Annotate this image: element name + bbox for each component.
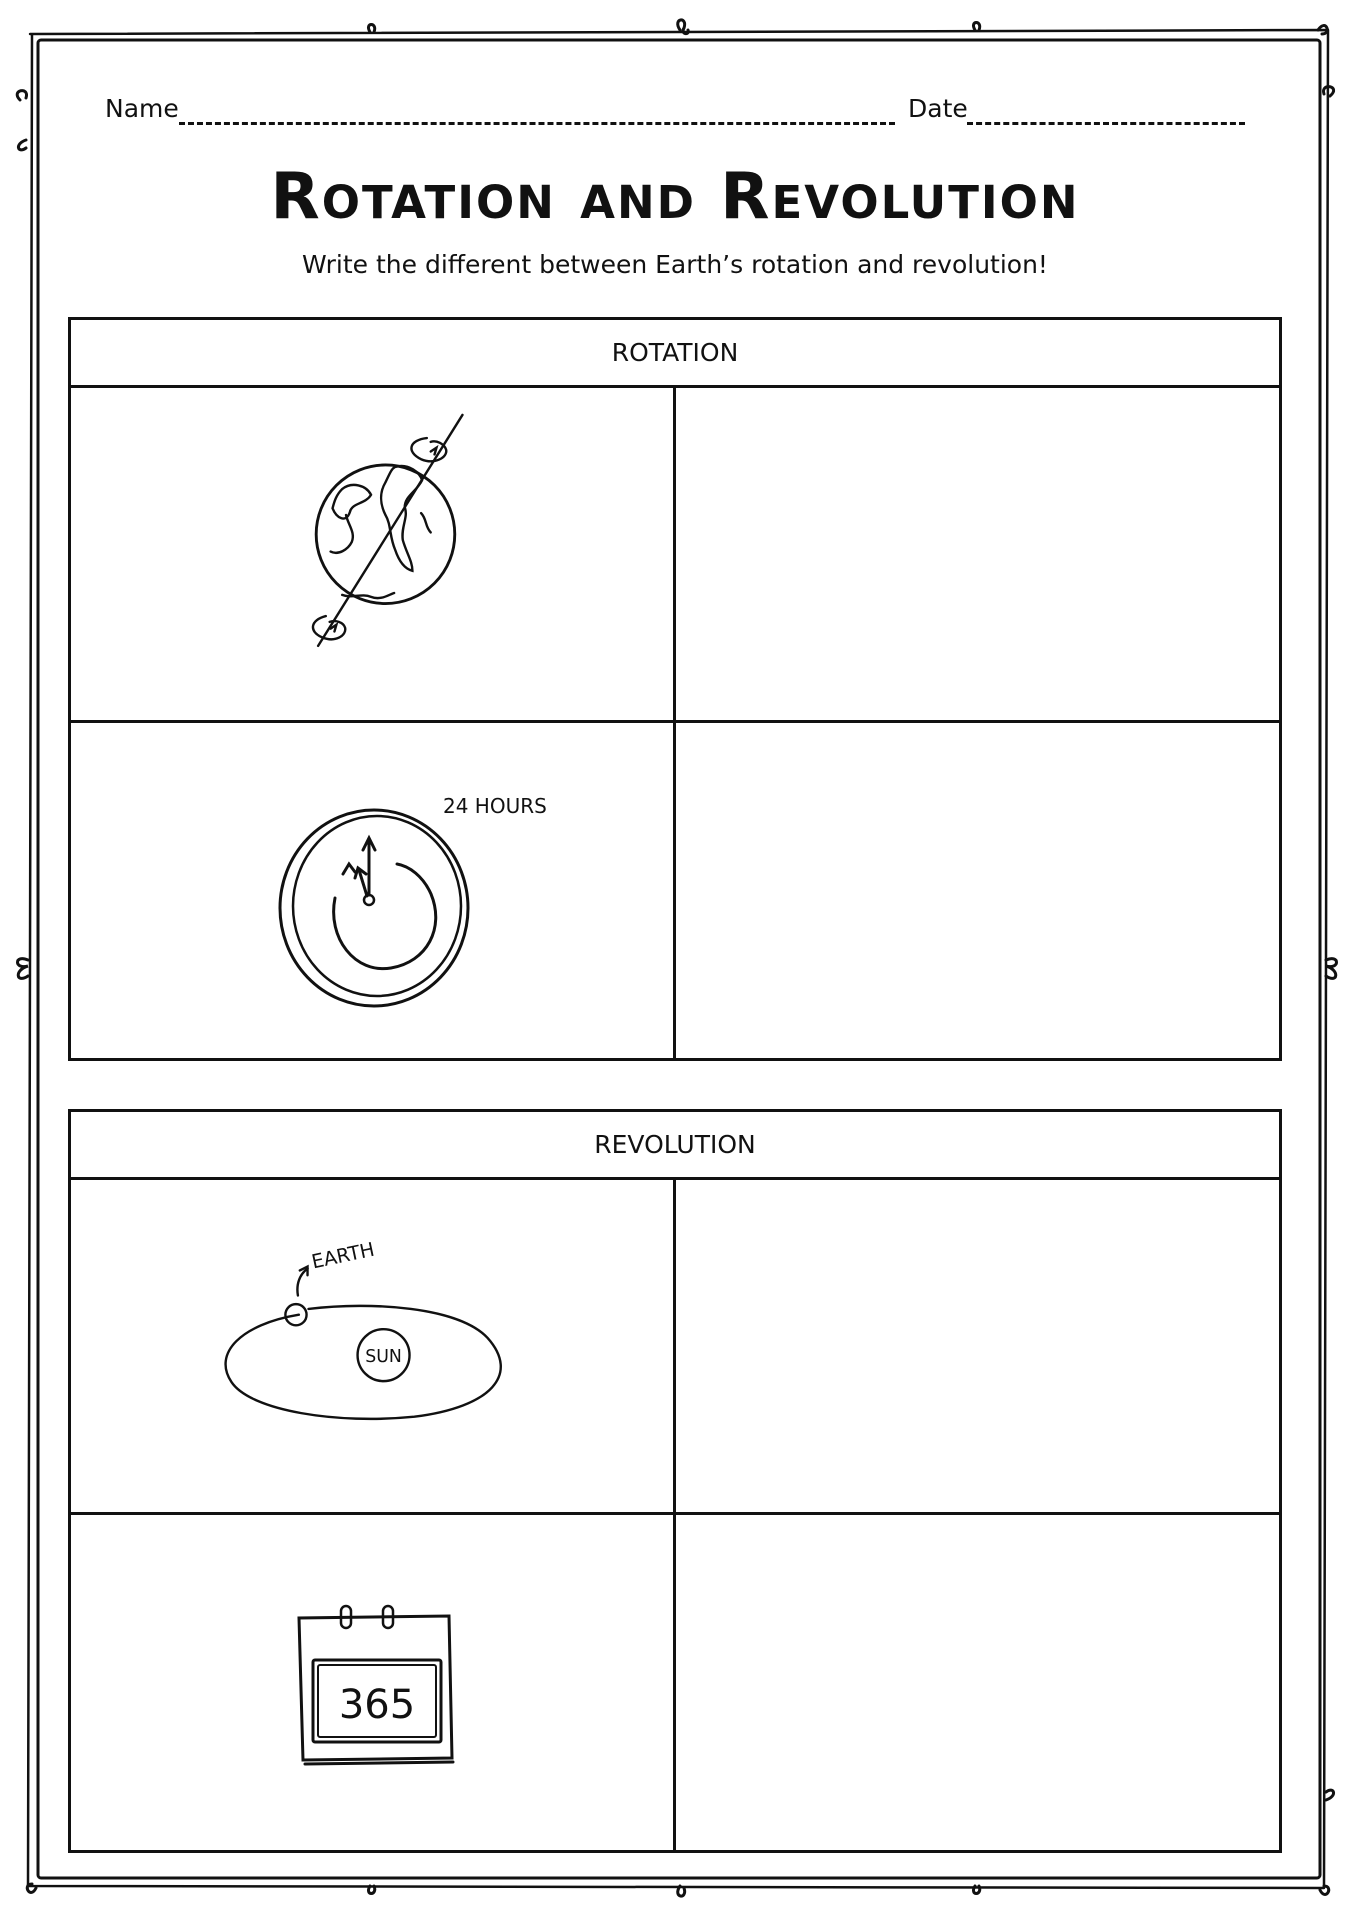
date-label: Date	[908, 94, 968, 123]
revolution-table	[68, 1109, 1282, 1853]
clock-24-hours-icon	[71, 723, 673, 1058]
revolution-answer-cell-1[interactable]	[676, 1180, 1279, 1515]
earth-orbit-sun-icon	[71, 1180, 673, 1512]
earth-axis-spin-icon	[71, 388, 673, 720]
earth-label: EARTH	[309, 1237, 377, 1274]
rotation-heading: ROTATION	[71, 320, 1279, 388]
name-field[interactable]	[179, 122, 895, 125]
rotation-table	[68, 317, 1282, 1061]
rotation-illustration-cell-2	[71, 723, 676, 1058]
clock-caption: 24 HOURS	[443, 794, 547, 818]
revolution-illustration-cell-2	[71, 1515, 676, 1850]
sun-label: SUN	[365, 1346, 402, 1367]
revolution-heading: REVOLUTION	[71, 1112, 1279, 1180]
revolution-illustration-cell-1	[71, 1180, 676, 1515]
name-date-row	[105, 92, 1245, 132]
calendar-number: 365	[338, 1682, 416, 1728]
date-field[interactable]	[967, 122, 1245, 125]
instructions: Write the different between Earth’s rotation and revolution!	[302, 250, 1048, 279]
rotation-answer-cell-2[interactable]	[676, 723, 1279, 1058]
revolution-answer-cell-2[interactable]	[676, 1515, 1279, 1850]
page-title: Rotation and Revolution	[270, 160, 1080, 234]
rotation-answer-cell-1[interactable]	[676, 388, 1279, 723]
calendar-icon	[71, 1515, 673, 1850]
rotation-illustration-cell-1	[71, 388, 676, 723]
name-label: Name	[105, 94, 179, 123]
